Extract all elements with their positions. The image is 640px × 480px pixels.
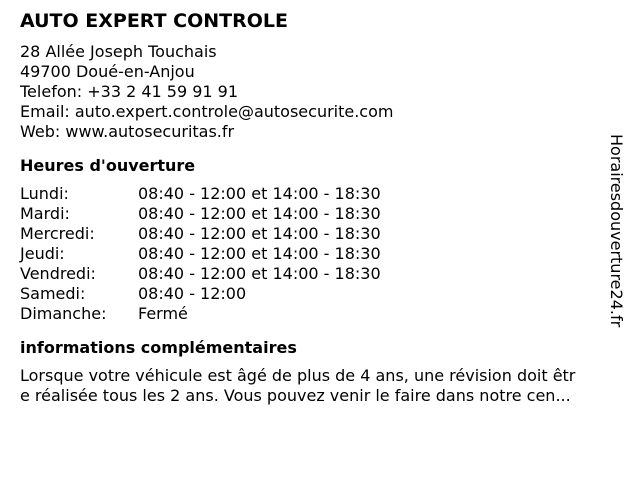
hours-row-vendredi xyxy=(20,264,620,284)
day-label: Samedi: xyxy=(20,284,86,303)
email-address: Email: auto.expert.controle@autosecurite.com xyxy=(20,102,394,121)
address-line-1: 28 Allée Joseph Touchais xyxy=(20,42,217,61)
additional-info-heading: informations complémentaires xyxy=(20,338,297,357)
additional-info-line-1: Lorsque votre véhicule est âgé de plus de 4 ans, une révision doit êtr xyxy=(20,366,576,385)
time-range: 08:40 - 12:00 et 14:00 - 18:30 xyxy=(138,264,381,283)
time-range: 08:40 - 12:00 et 14:00 - 18:30 xyxy=(138,184,381,203)
day-label: Lundi: xyxy=(20,184,69,203)
day-label: Vendredi: xyxy=(20,264,96,283)
opening-hours-heading: Heures d'ouverture xyxy=(20,156,196,175)
hours-row-lundi xyxy=(20,184,620,204)
opening-hours-list xyxy=(20,184,620,324)
day-label: Mardi: xyxy=(20,204,70,223)
business-name: AUTO EXPERT CONTROLE xyxy=(20,10,288,32)
additional-info-line-2: e réalisée tous les 2 ans. Vous pouvez venir le faire dans notre cen... xyxy=(20,386,571,405)
site-watermark: Horairesdouverture24.fr xyxy=(607,134,626,328)
business-card xyxy=(20,8,620,406)
hours-row-dimanche xyxy=(20,304,620,324)
hours-row-jeudi xyxy=(20,244,620,264)
day-label: Dimanche: xyxy=(20,304,107,323)
hours-row-mardi xyxy=(20,204,620,224)
time-range: Fermé xyxy=(138,304,188,323)
day-label: Mercredi: xyxy=(20,224,95,243)
day-label: Jeudi: xyxy=(20,244,65,263)
phone-number: Telefon: +33 2 41 59 91 91 xyxy=(20,82,239,101)
time-range: 08:40 - 12:00 et 14:00 - 18:30 xyxy=(138,224,381,243)
time-range: 08:40 - 12:00 xyxy=(138,284,247,303)
address-line-2: 49700 Doué-en-Anjou xyxy=(20,62,195,81)
website-address: Web: www.autosecuritas.fr xyxy=(20,122,235,141)
time-range: 08:40 - 12:00 et 14:00 - 18:30 xyxy=(138,244,381,263)
hours-row-mercredi xyxy=(20,224,620,244)
time-range: 08:40 - 12:00 et 14:00 - 18:30 xyxy=(138,204,381,223)
hours-row-samedi xyxy=(20,284,620,304)
